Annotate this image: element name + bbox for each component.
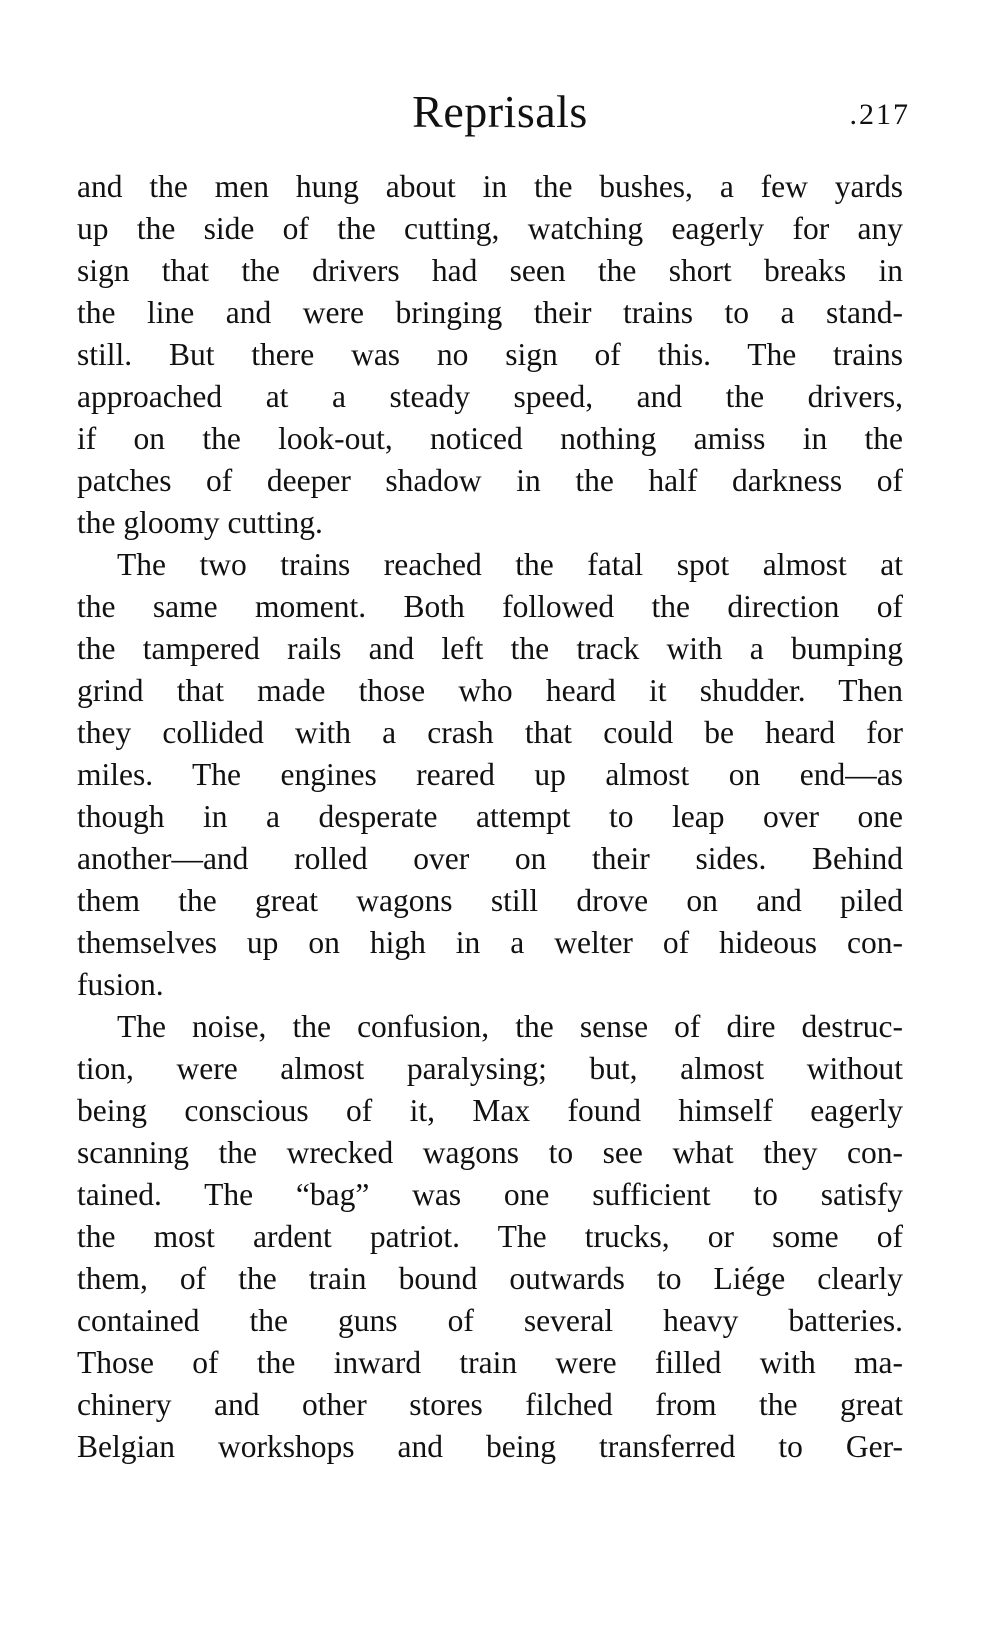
text-line: themselves up on high in a welter of hideous con- <box>77 925 903 960</box>
text-line: grind that made those who heard it shudder. Then <box>77 673 903 708</box>
paragraph-first-line: The two trains reached the fatal spot almost at <box>117 547 903 582</box>
chapter-title: Reprisals <box>412 86 588 137</box>
text-line: though in a desperate attempt to leap over one <box>77 799 903 834</box>
text-line: tained. The “bag” was one sufficient to satisfy <box>77 1177 903 1212</box>
text-line: the same moment. Both followed the direction of <box>77 589 903 624</box>
text-line: being conscious of it, Max found himself eagerly <box>77 1093 903 1128</box>
body-text <box>77 166 903 1468</box>
text-line: Those of the inward train were filled with ma- <box>77 1345 903 1380</box>
text-line: and the men hung about in the bushes, a few yards <box>77 169 903 204</box>
text-line: sign that the drivers had seen the short breaks in <box>77 253 903 288</box>
text-line: approached at a steady speed, and the drivers, <box>77 379 903 414</box>
text-line: if on the look-out, noticed nothing amiss in the <box>77 421 903 456</box>
text-line: contained the guns of several heavy batteries. <box>77 1303 903 1338</box>
text-line: scanning the wrecked wagons to see what they con- <box>77 1135 903 1170</box>
text-line: the line and were bringing their trains to a stand- <box>77 295 903 330</box>
text-line: still. But there was no sign of this. The trains <box>77 337 903 372</box>
running-head <box>0 82 1000 142</box>
text-line: tion, were almost paralysing; but, almost without <box>77 1051 903 1086</box>
text-line: fusion. <box>77 967 164 1002</box>
text-line: they collided with a crash that could be heard for <box>77 715 903 750</box>
text-line: up the side of the cutting, watching eagerly for any <box>77 211 903 246</box>
text-line: the gloomy cutting. <box>77 505 323 540</box>
text-line: patches of deeper shadow in the half darkness of <box>77 463 903 498</box>
text-line: the most ardent patriot. The trucks, or some of <box>77 1219 903 1254</box>
text-line: miles. The engines reared up almost on end—as <box>77 757 903 792</box>
text-line: chinery and other stores filched from the great <box>77 1387 903 1422</box>
paragraph-first-line: The noise, the confusion, the sense of dire destruc- <box>117 1009 903 1044</box>
page-number: .217 <box>849 98 910 131</box>
text-line: them the great wagons still drove on and piled <box>77 883 903 918</box>
text-line: them, of the train bound outwards to Liége clearly <box>77 1261 903 1296</box>
text-line: the tampered rails and left the track with a bumping <box>77 631 903 666</box>
text-line: Belgian workshops and being transferred to Ger- <box>77 1429 903 1464</box>
text-line: another—and rolled over on their sides. Behind <box>77 841 903 876</box>
